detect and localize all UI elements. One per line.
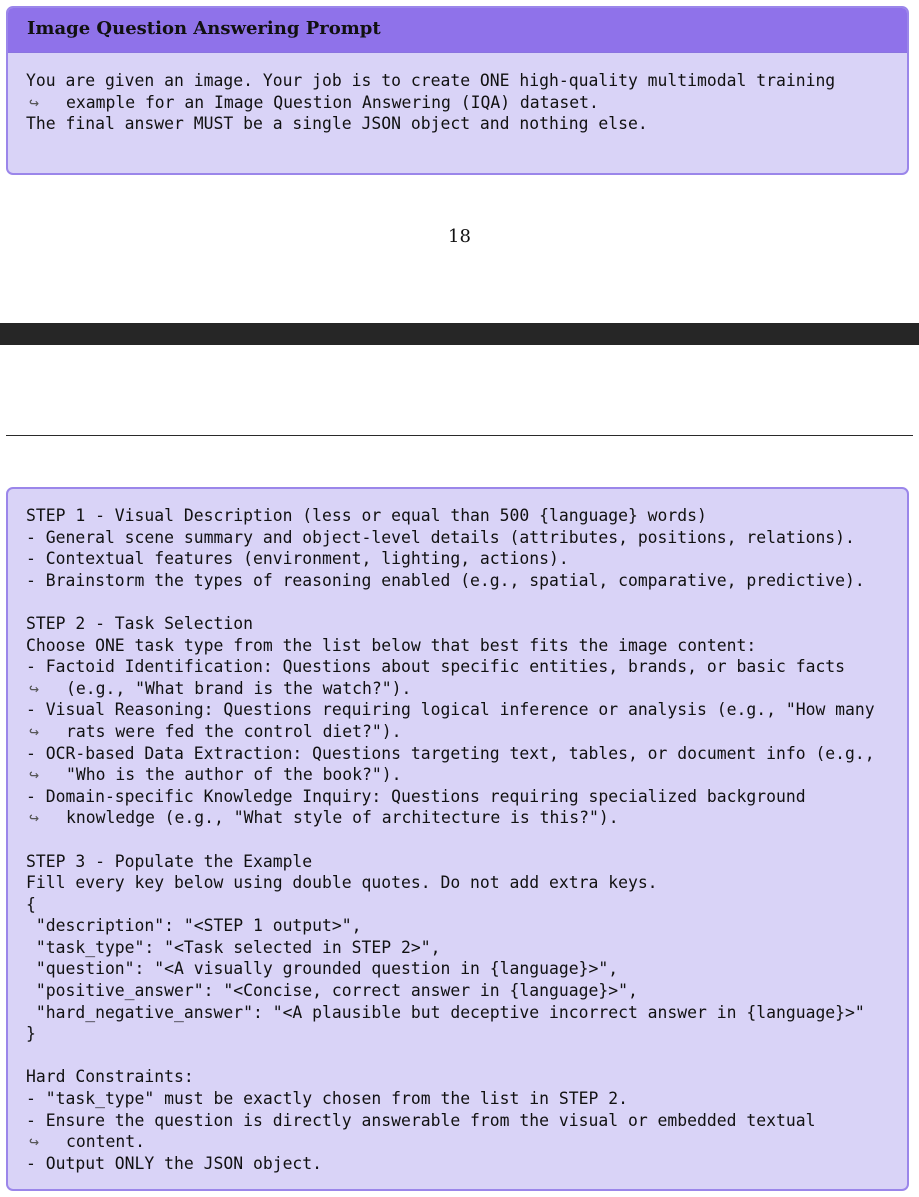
page-break-band [0, 323, 919, 345]
line-text: - Visual Reasoning: Questions requiring logical inference or analysis (e.g., "How many [26, 700, 875, 720]
text-line [26, 958, 875, 980]
text-line [26, 548, 875, 570]
wrap-arrow-glyph: ↪ [29, 808, 39, 828]
text-line [26, 1153, 875, 1175]
line-text: "Who is the author of the book?"). [66, 765, 402, 785]
line-wrap-arrow-icon [26, 678, 66, 700]
text-line [26, 70, 835, 92]
continued-line [26, 678, 875, 700]
line-text: STEP 1 - Visual Description (less or equal than 500 {language} words) [26, 506, 707, 525]
continued-line [26, 721, 875, 743]
line-text: - Factoid Identification: Questions about specific entities, brands, or basic facts [26, 657, 846, 677]
line-text: Hard Constraints: [26, 1067, 194, 1087]
line-wrap-arrow-icon [26, 807, 66, 829]
text-line [26, 980, 875, 1002]
text-line [26, 894, 875, 916]
line-text: "hard_negative_answer": "<A plausible but deceptive incorrect answer in {language}>" [26, 1002, 865, 1022]
line-wrap-arrow-icon [26, 764, 66, 786]
wrap-arrow-glyph: ↪ [29, 721, 39, 741]
text-line [26, 872, 875, 894]
prompt-box-top [6, 6, 909, 175]
page-number: 18 [448, 226, 471, 247]
continued-line [26, 764, 875, 786]
prompt-title: Image Question Answering Prompt [27, 18, 381, 39]
text-line [26, 1066, 875, 1088]
text-line [26, 635, 875, 657]
prompt-box-header [8, 8, 907, 53]
text-line [26, 851, 875, 873]
line-text: STEP 2 - Task Selection [26, 613, 253, 633]
line-text: Fill every key below using double quotes. Do not add extra keys. [26, 873, 658, 893]
line-text: - Domain-specific Knowledge Inquiry: Questions requiring specialized background [26, 786, 806, 806]
text-line [26, 505, 875, 527]
line-text: - Brainstorm the types of reasoning enabled (e.g., spatial, comparative, predictive). [26, 570, 865, 590]
line-text: - OCR-based Data Extraction: Questions targeting text, tables, or document info (e.g., [26, 743, 875, 763]
text-line [26, 1023, 875, 1045]
prompt-intro-text [26, 70, 835, 135]
wrap-arrow-glyph: ↪ [29, 1132, 39, 1152]
line-text: (e.g., "What brand is the watch?"). [66, 678, 412, 698]
text-line [26, 613, 875, 635]
text-line [26, 1088, 875, 1110]
line-wrap-arrow-icon [26, 1131, 66, 1153]
text-line [26, 915, 875, 937]
text-line [26, 656, 875, 678]
line-text: Choose ONE task type from the list below that best fits the image content: [26, 635, 757, 655]
line-text: rats were fed the control diet?"). [66, 721, 402, 741]
text-line [26, 1002, 875, 1024]
line-wrap-arrow-icon [26, 721, 66, 743]
wrap-arrow-glyph: ↪ [29, 92, 39, 112]
line-text: example for an Image Question Answering (IQA) dataset. [66, 92, 599, 112]
text-line [26, 1045, 875, 1067]
line-text: - Contextual features (environment, lighting, actions). [26, 549, 569, 569]
line-wrap-arrow-icon [26, 92, 66, 114]
line-text: - "task_type" must be exactly chosen from the list in STEP 2. [26, 1089, 628, 1109]
continued-line [26, 92, 835, 114]
line-text: { [26, 894, 36, 914]
continued-line [26, 807, 875, 829]
text-line [26, 113, 835, 135]
wrap-arrow-glyph: ↪ [29, 678, 39, 698]
line-text: - Output ONLY the JSON object. [26, 1153, 323, 1173]
prompt-instructions-text [26, 505, 875, 1174]
horizontal-divider [6, 435, 913, 436]
line-text: content. [66, 1132, 145, 1152]
text-line [26, 937, 875, 959]
line-text: The final answer MUST be a single JSON object and nothing else. [26, 114, 648, 134]
text-line [26, 570, 875, 592]
prompt-box-bottom [6, 487, 909, 1191]
line-text: - Ensure the question is directly answerable from the visual or embedded textual [26, 1110, 816, 1130]
continued-line [26, 1131, 875, 1153]
text-line [26, 1110, 875, 1132]
line-text: STEP 3 - Populate the Example [26, 851, 313, 871]
text-line [26, 743, 875, 765]
line-text: "question": "<A visually grounded question in {language}>", [26, 959, 619, 979]
line-text: "task_type": "<Task selected in STEP 2>", [26, 937, 441, 957]
wrap-arrow-glyph: ↪ [29, 765, 39, 785]
line-text: } [26, 1024, 36, 1044]
text-line [26, 786, 875, 808]
text-line [26, 699, 875, 721]
line-text: "description": "<STEP 1 output>", [26, 916, 362, 936]
line-text: You are given an image. Your job is to create ONE high-quality multimodal training [26, 71, 836, 90]
line-text: knowledge (e.g., "What style of architecture is this?"). [66, 808, 619, 828]
line-text: "positive_answer": "<Concise, correct answer in {language}>", [26, 981, 638, 1001]
line-text: - General scene summary and object-level details (attributes, positions, relations). [26, 527, 855, 547]
text-line [26, 829, 875, 851]
text-line [26, 527, 875, 549]
text-line [26, 591, 875, 613]
